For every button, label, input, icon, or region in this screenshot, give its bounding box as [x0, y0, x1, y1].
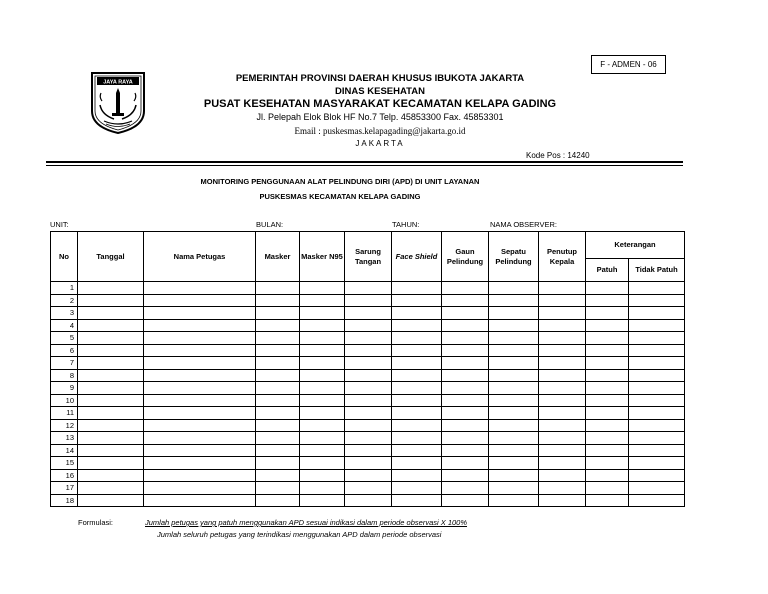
table-cell: [629, 344, 685, 357]
col-masker-n95: Masker N95: [300, 232, 345, 282]
table-row: [51, 344, 685, 357]
table-cell: [300, 419, 345, 432]
table-cell: [442, 382, 489, 395]
table-cell: [78, 432, 144, 445]
monitoring-table: [50, 231, 685, 507]
table-cell: [489, 469, 539, 482]
table-cell: [144, 344, 256, 357]
table-cell: [442, 332, 489, 345]
table-cell: [256, 457, 300, 470]
table-cell: [586, 469, 629, 482]
table-cell: [256, 494, 300, 507]
table-cell: [345, 319, 392, 332]
table-cell: [345, 494, 392, 507]
table-cell: [300, 382, 345, 395]
table-cell: [392, 294, 442, 307]
table-cell: [345, 482, 392, 495]
table-cell: [300, 432, 345, 445]
col-no: No: [51, 232, 78, 282]
form-title: MONITORING PENGGUNAAN ALAT PELINDUNG DIRI (APD) DI UNIT LAYANAN: [200, 177, 480, 186]
table-cell: [539, 494, 586, 507]
form-subtitle: PUSKESMAS KECAMATAN KELAPA GADING: [259, 192, 421, 201]
table-cell: [144, 282, 256, 295]
col-tidak-patuh: Tidak Patuh: [629, 259, 685, 282]
table-row: [51, 382, 685, 395]
table-cell: [256, 482, 300, 495]
form-code-box: F - ADMEN - 06: [591, 55, 666, 74]
table-cell: [586, 457, 629, 470]
table-cell: [489, 344, 539, 357]
table-cell: [539, 282, 586, 295]
table-cell: [78, 307, 144, 320]
table-cell: [345, 294, 392, 307]
unit-field: UNIT:: [50, 220, 69, 229]
table-row: [51, 394, 685, 407]
table-cell: [256, 344, 300, 357]
table-cell: [489, 282, 539, 295]
table-cell: [78, 282, 144, 295]
table-cell: [539, 444, 586, 457]
table-cell: [489, 307, 539, 320]
table-cell: [345, 432, 392, 445]
table-cell: [392, 394, 442, 407]
table-cell: [586, 419, 629, 432]
table-cell: [442, 407, 489, 420]
table-cell: [629, 444, 685, 457]
header-address: Jl. Pelepah Elok Blok HF No.7 Telp. 45853300 Fax. 45853301: [256, 112, 504, 122]
table-cell: [345, 419, 392, 432]
table-cell: [256, 469, 300, 482]
table-cell: [78, 494, 144, 507]
table-row: [51, 307, 685, 320]
table-cell: [256, 369, 300, 382]
table-cell: [586, 444, 629, 457]
table-row: [51, 369, 685, 382]
table-cell: [539, 432, 586, 445]
table-cell: [586, 319, 629, 332]
table-cell: [442, 482, 489, 495]
table-cell: [78, 382, 144, 395]
table-cell: [489, 319, 539, 332]
table-cell: [256, 307, 300, 320]
col-sarung-tangan: Sarung Tangan: [345, 232, 392, 282]
col-patuh: Patuh: [586, 259, 629, 282]
table-cell: [392, 369, 442, 382]
table-cell: [442, 394, 489, 407]
table-cell: [442, 282, 489, 295]
table-cell: [586, 332, 629, 345]
col-gaun-pelindung: Gaun Pelindung: [442, 232, 489, 282]
col-penutup-kepala: Penutup Kepala: [539, 232, 586, 282]
monas-tower-icon: [116, 93, 120, 113]
table-cell: [345, 332, 392, 345]
header-city: JAKARTA: [355, 139, 405, 148]
table-cell: [489, 457, 539, 470]
table-cell: [256, 432, 300, 445]
table-cell: [629, 332, 685, 345]
table-cell: [78, 444, 144, 457]
table-cell: [489, 432, 539, 445]
table-cell: [442, 469, 489, 482]
table-cell: [629, 382, 685, 395]
table-cell: [629, 419, 685, 432]
table-cell: [144, 369, 256, 382]
table-row: [51, 282, 685, 295]
table-cell: [144, 432, 256, 445]
row-number: 6: [51, 344, 78, 357]
header-divider-thin: [46, 165, 683, 166]
table-cell: [78, 482, 144, 495]
table-cell: [345, 407, 392, 420]
table-cell: [256, 382, 300, 395]
table-cell: [78, 419, 144, 432]
table-cell: [539, 294, 586, 307]
table-cell: [489, 419, 539, 432]
row-number: 4: [51, 319, 78, 332]
header-puskesmas: PUSAT KESEHATAN MASYARAKAT KECAMATAN KELAPA GADING: [203, 98, 557, 110]
table-cell: [256, 444, 300, 457]
table-cell: [78, 344, 144, 357]
formula-denominator: Jumlah seluruh petugas yang terindikasi menggunakan APD dalam periode observasi: [157, 530, 442, 539]
table-cell: [144, 394, 256, 407]
row-number: 14: [51, 444, 78, 457]
table-cell: [539, 319, 586, 332]
table-cell: [539, 357, 586, 370]
table-cell: [489, 482, 539, 495]
table-cell: [442, 419, 489, 432]
emblem-motto: JAYA RAYA: [103, 79, 133, 86]
table-cell: [300, 469, 345, 482]
header-government: PEMERINTAH PROVINSI DAERAH KHUSUS IBUKOTA JAKARTA: [235, 73, 525, 84]
table-cell: [144, 469, 256, 482]
postal-code: Kode Pos : 14240: [526, 151, 590, 160]
table-cell: [629, 494, 685, 507]
table-cell: [392, 457, 442, 470]
col-tanggal: Tanggal: [78, 232, 144, 282]
table-row: [51, 332, 685, 345]
table-cell: [392, 319, 442, 332]
table-cell: [586, 344, 629, 357]
table-cell: [539, 307, 586, 320]
table-cell: [442, 357, 489, 370]
table-cell: [629, 294, 685, 307]
table-cell: [300, 457, 345, 470]
row-number: 1: [51, 282, 78, 295]
table-cell: [586, 432, 629, 445]
table-cell: [539, 369, 586, 382]
row-number: 12: [51, 419, 78, 432]
table-cell: [539, 419, 586, 432]
formula-numerator: Jumlah petugas yang patuh menggunakan APD sesuai indikasi dalam periode observasi X 100%: [145, 518, 468, 527]
row-number: 5: [51, 332, 78, 345]
table-cell: [392, 307, 442, 320]
table-cell: [489, 382, 539, 395]
table-cell: [489, 357, 539, 370]
table-cell: [629, 357, 685, 370]
table-cell: [78, 407, 144, 420]
table-cell: [78, 357, 144, 370]
col-sepatu-pelindung: Sepatu Pelindung: [489, 232, 539, 282]
table-cell: [345, 369, 392, 382]
table-cell: [392, 419, 442, 432]
table-cell: [144, 307, 256, 320]
table-cell: [586, 369, 629, 382]
table-cell: [144, 357, 256, 370]
table-cell: [489, 407, 539, 420]
table-cell: [256, 319, 300, 332]
table-row: [51, 469, 685, 482]
table-cell: [489, 332, 539, 345]
row-number: 3: [51, 307, 78, 320]
table-cell: [300, 357, 345, 370]
table-cell: [345, 357, 392, 370]
row-number: 11: [51, 407, 78, 420]
table-cell: [392, 444, 442, 457]
table-cell: [78, 394, 144, 407]
table-cell: [300, 332, 345, 345]
table-cell: [345, 382, 392, 395]
table-row: [51, 319, 685, 332]
table-cell: [442, 494, 489, 507]
table-cell: [300, 294, 345, 307]
table-cell: [539, 344, 586, 357]
table-cell: [442, 319, 489, 332]
table-cell: [144, 294, 256, 307]
table-cell: [300, 319, 345, 332]
table-cell: [629, 307, 685, 320]
table-cell: [144, 494, 256, 507]
table-cell: [300, 494, 345, 507]
col-face-shield: Face Shield: [392, 232, 442, 282]
table-cell: [78, 319, 144, 332]
table-row: [51, 482, 685, 495]
table-cell: [539, 457, 586, 470]
table-cell: [345, 344, 392, 357]
jakarta-emblem-logo: [88, 71, 148, 135]
table-cell: [78, 294, 144, 307]
table-row: [51, 432, 685, 445]
observer-field: NAMA OBSERVER:: [490, 220, 557, 229]
table-cell: [144, 382, 256, 395]
row-number: 15: [51, 457, 78, 470]
table-cell: [586, 482, 629, 495]
table-row: [51, 419, 685, 432]
table-cell: [539, 469, 586, 482]
table-row: [51, 407, 685, 420]
row-number: 18: [51, 494, 78, 507]
table-cell: [144, 444, 256, 457]
table-cell: [78, 332, 144, 345]
table-cell: [489, 444, 539, 457]
table-cell: [392, 482, 442, 495]
bulan-field: BULAN:: [256, 220, 284, 229]
row-number: 8: [51, 369, 78, 382]
table-cell: [392, 344, 442, 357]
table-cell: [586, 407, 629, 420]
table-cell: [78, 457, 144, 470]
table-cell: [392, 357, 442, 370]
table-cell: [345, 307, 392, 320]
col-keterangan: Keterangan: [586, 232, 685, 259]
table-cell: [256, 332, 300, 345]
table-cell: [539, 407, 586, 420]
table-cell: [256, 394, 300, 407]
table-row: [51, 494, 685, 507]
col-masker: Masker: [256, 232, 300, 282]
table-cell: [144, 407, 256, 420]
table-cell: [78, 369, 144, 382]
table-cell: [586, 357, 629, 370]
table-cell: [586, 382, 629, 395]
table-cell: [392, 494, 442, 507]
table-cell: [144, 482, 256, 495]
row-number: 7: [51, 357, 78, 370]
table-cell: [442, 444, 489, 457]
table-cell: [345, 282, 392, 295]
table-cell: [392, 407, 442, 420]
table-cell: [144, 457, 256, 470]
tahun-field: TAHUN:: [392, 220, 420, 229]
table-cell: [256, 407, 300, 420]
table-cell: [629, 482, 685, 495]
table-cell: [586, 394, 629, 407]
row-number: 9: [51, 382, 78, 395]
table-cell: [629, 457, 685, 470]
table-cell: [586, 294, 629, 307]
table-cell: [392, 382, 442, 395]
header-divider-thick: [46, 161, 683, 163]
table-cell: [256, 282, 300, 295]
table-cell: [539, 382, 586, 395]
table-cell: [442, 369, 489, 382]
table-cell: [300, 282, 345, 295]
table-cell: [300, 482, 345, 495]
table-cell: [442, 307, 489, 320]
header-email: Email : puskesmas.kelapagading@jakarta.go.id: [294, 126, 466, 136]
table-cell: [392, 469, 442, 482]
formula-label: Formulasi:: [78, 518, 114, 527]
table-cell: [629, 432, 685, 445]
table-body: [51, 282, 685, 507]
table-cell: [629, 394, 685, 407]
table-cell: [539, 394, 586, 407]
table-cell: [345, 469, 392, 482]
table-cell: [586, 282, 629, 295]
table-cell: [629, 282, 685, 295]
table-cell: [629, 319, 685, 332]
table-cell: [539, 482, 586, 495]
table-cell: [586, 494, 629, 507]
table-cell: [489, 494, 539, 507]
row-number: 16: [51, 469, 78, 482]
table-cell: [489, 369, 539, 382]
row-number: 10: [51, 394, 78, 407]
header-department: DINAS KESEHATAN: [335, 86, 425, 97]
table-row: [51, 294, 685, 307]
row-number: 13: [51, 432, 78, 445]
table-cell: [392, 332, 442, 345]
table-cell: [345, 394, 392, 407]
table-cell: [442, 344, 489, 357]
table-cell: [345, 457, 392, 470]
table-cell: [629, 407, 685, 420]
table-cell: [144, 319, 256, 332]
table-cell: [300, 369, 345, 382]
table-cell: [539, 332, 586, 345]
table-cell: [256, 357, 300, 370]
table-cell: [144, 419, 256, 432]
table-cell: [345, 444, 392, 457]
table-cell: [629, 469, 685, 482]
col-nama-petugas: Nama Petugas: [144, 232, 256, 282]
table-cell: [442, 457, 489, 470]
table-cell: [300, 394, 345, 407]
table-row: [51, 444, 685, 457]
table-cell: [300, 444, 345, 457]
row-number: 17: [51, 482, 78, 495]
table-row: [51, 457, 685, 470]
table-cell: [489, 394, 539, 407]
table-cell: [300, 344, 345, 357]
table-cell: [256, 294, 300, 307]
table-cell: [629, 369, 685, 382]
table-cell: [144, 332, 256, 345]
table-cell: [442, 432, 489, 445]
row-number: 2: [51, 294, 78, 307]
table-cell: [489, 294, 539, 307]
table-cell: [392, 432, 442, 445]
table-cell: [392, 282, 442, 295]
table-cell: [300, 407, 345, 420]
table-cell: [256, 419, 300, 432]
table-cell: [300, 307, 345, 320]
table-cell: [78, 469, 144, 482]
table-cell: [586, 307, 629, 320]
table-row: [51, 357, 685, 370]
table-cell: [442, 294, 489, 307]
